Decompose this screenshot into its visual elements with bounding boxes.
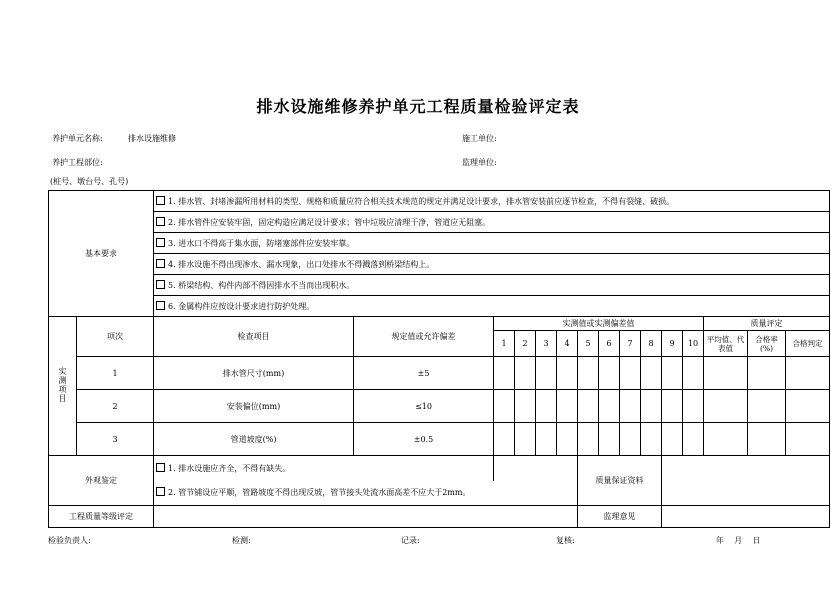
value-index: 3 — [536, 331, 557, 357]
col-values-header: 实测值或实测偏差值 — [494, 317, 704, 331]
value-cell[interactable] — [578, 390, 599, 423]
row-spec: ±5 — [354, 357, 494, 390]
rate-cell[interactable] — [748, 390, 786, 423]
value-index: 7 — [620, 331, 641, 357]
grade-cell[interactable] — [154, 506, 578, 528]
measured-items-side-label: 实测项目 — [49, 317, 77, 456]
avg-cell[interactable] — [704, 357, 748, 390]
judge-cell[interactable] — [786, 390, 830, 423]
checkbox-icon[interactable] — [156, 280, 165, 289]
part-label: 养护工程部位: — [52, 158, 103, 167]
table-row — [49, 390, 830, 423]
value-index: 8 — [641, 331, 662, 357]
recorder-label: 记录: — [401, 536, 420, 545]
unit-name-value: 排水设施维修 — [128, 134, 176, 143]
supervision-cell[interactable] — [662, 506, 830, 528]
value-cell[interactable] — [536, 423, 557, 456]
quality-docs-label: 质量保证资料 — [578, 456, 662, 506]
col-spec-header: 规定值或允许偏差 — [354, 317, 494, 357]
avg-cell[interactable] — [704, 423, 748, 456]
checkbox-icon[interactable] — [156, 196, 165, 205]
basic-item-4[interactable]: 4. 排水设施不得出现渗水、漏水现象，出口处排水不得溅落到桥梁结构上。 — [154, 254, 830, 275]
value-cell[interactable] — [557, 390, 578, 423]
rate-cell[interactable] — [748, 357, 786, 390]
judge-cell[interactable] — [786, 423, 830, 456]
table-row — [49, 423, 830, 456]
date-label: 年 月 日 — [716, 536, 761, 545]
value-cell[interactable] — [683, 390, 704, 423]
value-cell[interactable] — [557, 423, 578, 456]
col-rate-header: 合格率(%) — [748, 331, 786, 357]
basic-item-5[interactable]: 5. 桥梁结构、构件内部不得因排水不当而出现积水。 — [154, 275, 830, 296]
value-cell[interactable] — [515, 423, 536, 456]
checkbox-icon[interactable] — [156, 217, 165, 226]
basic-item-1[interactable]: 1. 排水管、封堵渗漏所用材料的类型、规格和质量应符合相关技术规范的规定并满足设计要求，排水管安装前应逐节检查，不得有裂缝、破损。 — [154, 191, 830, 212]
basic-item-6[interactable]: 6. 金属构件应按设计要求进行防护处理。 — [154, 296, 830, 317]
value-cell[interactable] — [620, 423, 641, 456]
evaluation-table — [48, 190, 830, 528]
checkbox-icon[interactable] — [156, 301, 165, 310]
row-item: 排水管尺寸(mm) — [154, 357, 354, 390]
value-index: 9 — [662, 331, 683, 357]
checkbox-icon[interactable] — [156, 238, 165, 247]
value-cell[interactable] — [578, 423, 599, 456]
appearance-item-1[interactable]: 1. 排水设施应齐全，不得有缺失。 — [154, 456, 494, 481]
row-spec: ±0.5 — [354, 423, 494, 456]
value-index: 6 — [599, 331, 620, 357]
basic-requirements-label: 基本要求 — [49, 191, 154, 317]
basic-item-2[interactable]: 2. 排水管件应安装牢固，固定构造应满足设计要求；管中垃圾应清理干净，管道应无阻塞。 — [154, 212, 830, 233]
value-cell[interactable] — [620, 390, 641, 423]
appearance-label: 外观鉴定 — [49, 456, 154, 506]
value-cell[interactable] — [536, 357, 557, 390]
value-cell[interactable] — [599, 357, 620, 390]
rate-cell[interactable] — [748, 423, 786, 456]
unit-name-label: 养护单元名称: — [52, 134, 103, 143]
col-judge-header: 合格判定 — [786, 331, 830, 357]
row-item: 安装偏位(mm) — [154, 390, 354, 423]
quality-docs-cell[interactable] — [662, 456, 830, 506]
value-index: 5 — [578, 331, 599, 357]
value-index: 2 — [515, 331, 536, 357]
row-spec: ≤10 — [354, 390, 494, 423]
judge-cell[interactable] — [786, 357, 830, 390]
reviewer-label: 复核: — [556, 536, 575, 545]
value-cell[interactable] — [683, 423, 704, 456]
col-quality-header: 质量评定 — [704, 317, 830, 331]
value-index: 4 — [557, 331, 578, 357]
supervisor-label: 监理单位: — [462, 158, 497, 167]
col-avg-header: 平均值、代表值 — [704, 331, 748, 357]
value-cell[interactable] — [578, 357, 599, 390]
inspector-label: 检验负责人: — [48, 536, 91, 545]
grade-label: 工程质量等级评定 — [49, 506, 154, 528]
value-cell[interactable] — [494, 357, 515, 390]
basic-item-3[interactable]: 3. 进水口不得高于集水面，防堵塞部件应安装牢靠。 — [154, 233, 830, 254]
value-cell[interactable] — [641, 357, 662, 390]
value-cell[interactable] — [620, 357, 641, 390]
value-cell[interactable] — [494, 423, 515, 456]
value-cell[interactable] — [515, 390, 536, 423]
table-row — [49, 357, 830, 390]
appearance-item-2[interactable]: 2. 管节铺设应平顺，管路坡度不得出现反坡，管节接头处流水面高差不应大于2mm。 — [154, 481, 578, 506]
value-cell[interactable] — [641, 423, 662, 456]
row-no: 3 — [77, 423, 154, 456]
value-cell[interactable] — [536, 390, 557, 423]
value-cell[interactable] — [641, 390, 662, 423]
value-index: 1 — [494, 331, 515, 357]
value-cell[interactable] — [599, 423, 620, 456]
col-seq-header: 项次 — [77, 317, 154, 357]
value-cell[interactable] — [557, 357, 578, 390]
value-cell[interactable] — [599, 390, 620, 423]
contractor-label: 施工单位: — [462, 134, 497, 143]
checkbox-icon[interactable] — [156, 487, 165, 496]
value-cell[interactable] — [494, 390, 515, 423]
col-item-header: 检查项目 — [154, 317, 354, 357]
checkbox-icon[interactable] — [156, 463, 165, 472]
supervision-label: 监理意见 — [578, 506, 662, 528]
page-title: 排水设施维修养护单元工程质量检验评定表 — [256, 97, 580, 116]
value-cell[interactable] — [683, 357, 704, 390]
checkbox-icon[interactable] — [156, 259, 165, 268]
row-item: 管道坡度(%) — [154, 423, 354, 456]
value-index: 10 — [683, 331, 704, 357]
avg-cell[interactable] — [704, 390, 748, 423]
value-cell[interactable] — [515, 357, 536, 390]
value-cell[interactable] — [662, 390, 683, 423]
pile-label: (桩号、墩台号、孔号) — [50, 177, 129, 186]
value-cell[interactable] — [662, 423, 683, 456]
value-cell[interactable] — [662, 357, 683, 390]
tester-label: 检测: — [232, 536, 251, 545]
row-no: 1 — [77, 357, 154, 390]
row-no: 2 — [77, 390, 154, 423]
